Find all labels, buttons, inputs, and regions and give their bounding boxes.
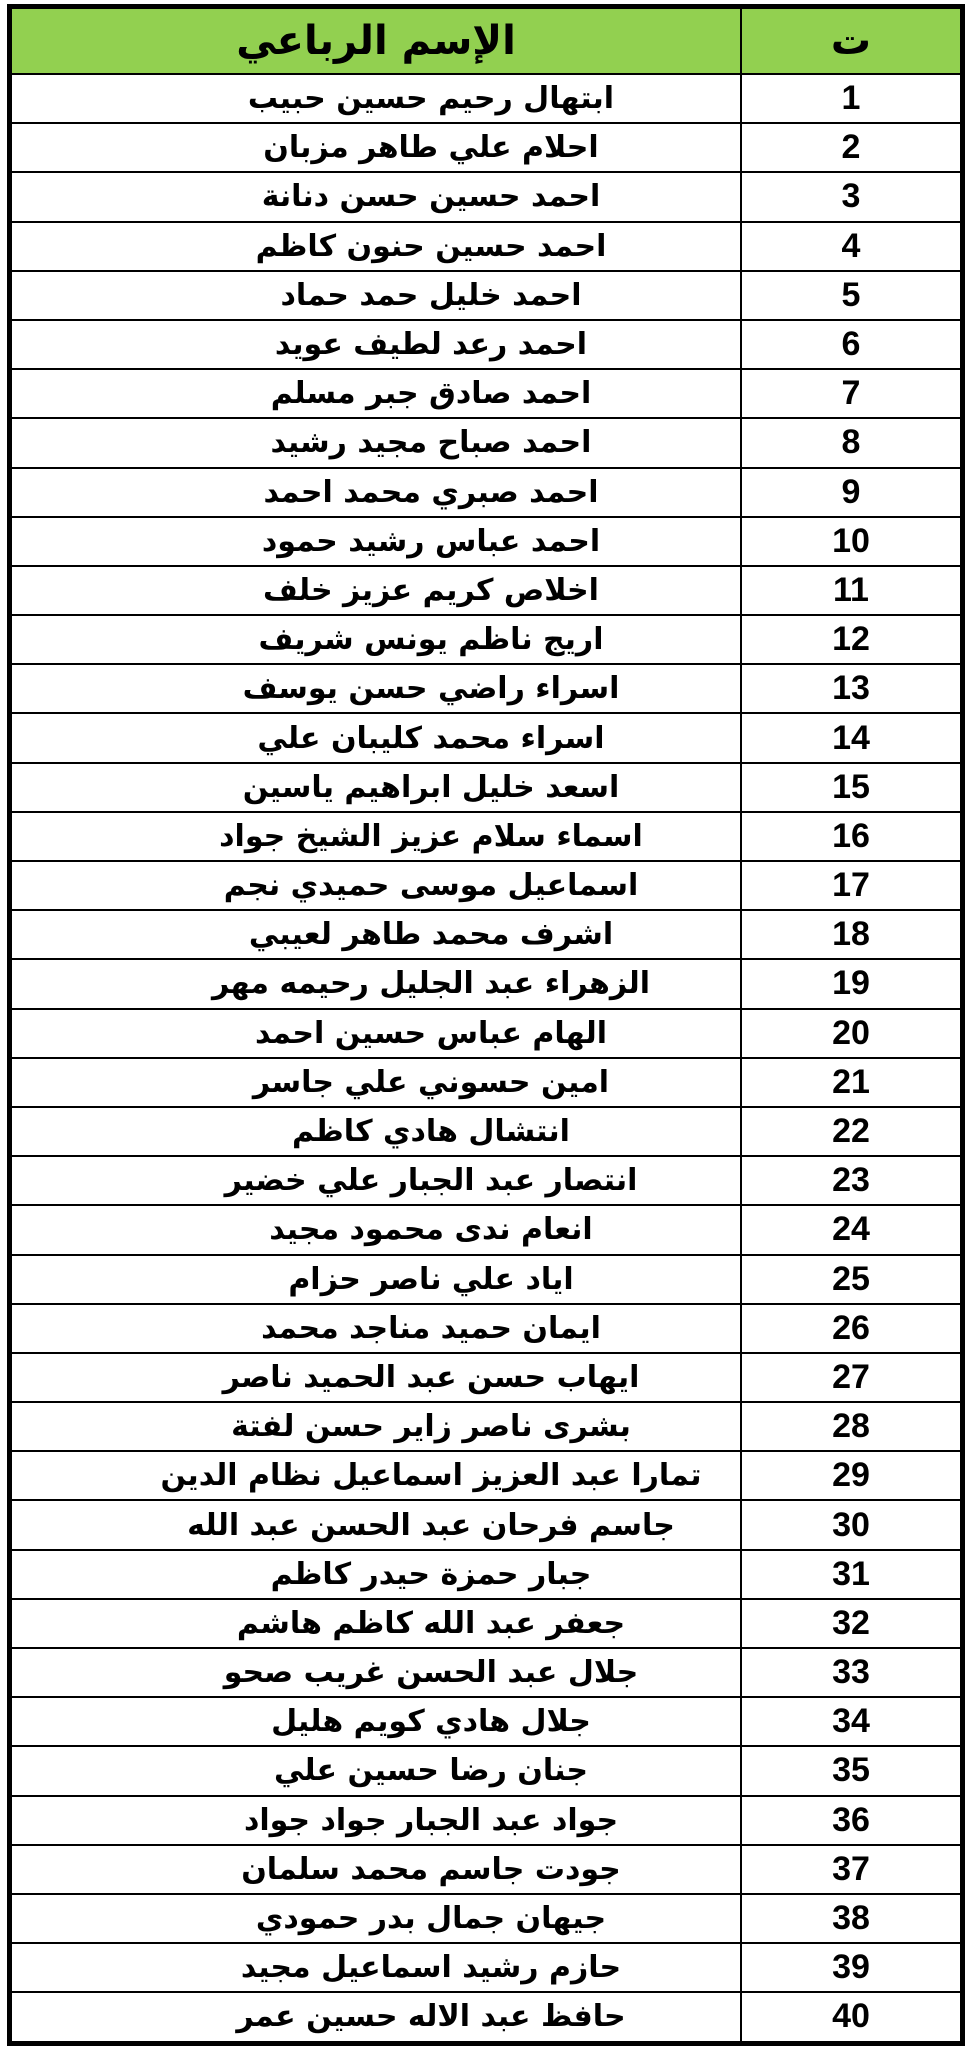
table-row — [11, 713, 961, 762]
row-full-name: اياد علي ناصر حزام — [11, 1255, 741, 1304]
row-number: 28 — [741, 1402, 961, 1451]
table-row — [11, 910, 961, 959]
table-row — [11, 1205, 961, 1254]
row-full-name: اريج ناظم يونس شريف — [11, 615, 741, 664]
table-row — [11, 468, 961, 517]
row-full-name: تمارا عبد العزيز اسماعيل نظام الدين — [11, 1451, 741, 1500]
row-number: 37 — [741, 1845, 961, 1894]
table-row — [11, 861, 961, 910]
table-row — [11, 1156, 961, 1205]
row-number: 13 — [741, 664, 961, 713]
row-full-name: احمد حسين حسن دنانة — [11, 172, 741, 221]
row-number: 9 — [741, 468, 961, 517]
row-full-name: اخلاص كريم عزيز خلف — [11, 566, 741, 615]
table-row — [11, 1599, 961, 1648]
header-row — [11, 8, 961, 74]
row-full-name: جودت جاسم محمد سلمان — [11, 1845, 741, 1894]
table-row — [11, 74, 961, 123]
table-row — [11, 1894, 961, 1943]
row-number: 33 — [741, 1648, 961, 1697]
row-full-name: اسراء محمد كليبان علي — [11, 713, 741, 762]
row-full-name: جاسم فرحان عبد الحسن عبد الله — [11, 1500, 741, 1549]
row-number: 40 — [741, 1992, 961, 2041]
row-number: 14 — [741, 713, 961, 762]
table-row — [11, 1845, 961, 1894]
table-row — [11, 1255, 961, 1304]
row-number: 1 — [741, 74, 961, 123]
table-row — [11, 1107, 961, 1156]
row-full-name: جبار حمزة حيدر كاظم — [11, 1550, 741, 1599]
row-number: 30 — [741, 1500, 961, 1549]
row-full-name: الزهراء عبد الجليل رحيمه مهر — [11, 959, 741, 1008]
table-row — [11, 1451, 961, 1500]
table-row — [11, 1009, 961, 1058]
row-full-name: احمد صادق جبر مسلم — [11, 369, 741, 418]
row-number: 5 — [741, 271, 961, 320]
row-full-name: احمد صبري محمد احمد — [11, 468, 741, 517]
row-number: 39 — [741, 1943, 961, 1992]
row-full-name: احمد حسين حنون كاظم — [11, 222, 741, 271]
table-row — [11, 222, 961, 271]
row-full-name: احلام علي طاهر مزبان — [11, 123, 741, 172]
table-row — [11, 1796, 961, 1845]
table-row — [11, 123, 961, 172]
table-row — [11, 271, 961, 320]
header-number: ت — [741, 8, 961, 74]
row-full-name: جلال هادي كويم هليل — [11, 1697, 741, 1746]
row-full-name: اسعد خليل ابراهيم ياسين — [11, 763, 741, 812]
row-full-name: امين حسوني علي جاسر — [11, 1058, 741, 1107]
row-full-name: اسراء راضي حسن يوسف — [11, 664, 741, 713]
row-number: 3 — [741, 172, 961, 221]
row-full-name: جلال عبد الحسن غريب صحو — [11, 1648, 741, 1697]
header-name: الإسم الرباعي — [11, 8, 741, 74]
row-full-name: انتصار عبد الجبار علي خضير — [11, 1156, 741, 1205]
row-number: 15 — [741, 763, 961, 812]
row-number: 16 — [741, 812, 961, 861]
table-row — [11, 320, 961, 369]
table-row — [11, 1697, 961, 1746]
table-row — [11, 418, 961, 467]
row-full-name: اسماء سلام عزيز الشيخ جواد — [11, 812, 741, 861]
row-number: 31 — [741, 1550, 961, 1599]
row-full-name: احمد خليل حمد حماد — [11, 271, 741, 320]
row-full-name: حازم رشيد اسماعيل مجيد — [11, 1943, 741, 1992]
table-row — [11, 1353, 961, 1402]
row-number: 38 — [741, 1894, 961, 1943]
table-row — [11, 959, 961, 1008]
table-row — [11, 615, 961, 664]
row-number: 27 — [741, 1353, 961, 1402]
row-full-name: جنان رضا حسين علي — [11, 1746, 741, 1795]
table-row — [11, 763, 961, 812]
row-number: 36 — [741, 1796, 961, 1845]
row-number: 24 — [741, 1205, 961, 1254]
row-full-name: حافظ عبد الاله حسين عمر — [11, 1992, 741, 2041]
row-number: 6 — [741, 320, 961, 369]
row-number: 18 — [741, 910, 961, 959]
row-number: 19 — [741, 959, 961, 1008]
row-number: 34 — [741, 1697, 961, 1746]
row-number: 12 — [741, 615, 961, 664]
row-number: 23 — [741, 1156, 961, 1205]
table-row — [11, 664, 961, 713]
row-full-name: انعام ندى محمود مجيد — [11, 1205, 741, 1254]
row-full-name: جعفر عبد الله كاظم هاشم — [11, 1599, 741, 1648]
row-full-name: احمد صباح مجيد رشيد — [11, 418, 741, 467]
table-row — [11, 812, 961, 861]
table-row — [11, 1500, 961, 1549]
table-row — [11, 1648, 961, 1697]
row-full-name: ايهاب حسن عبد الحميد ناصر — [11, 1353, 741, 1402]
row-full-name: ابتهال رحيم حسين حبيب — [11, 74, 741, 123]
table-row — [11, 1550, 961, 1599]
row-number: 22 — [741, 1107, 961, 1156]
row-number: 32 — [741, 1599, 961, 1648]
row-full-name: انتشال هادي كاظم — [11, 1107, 741, 1156]
table-row — [11, 517, 961, 566]
table-header — [11, 8, 961, 74]
row-number: 17 — [741, 861, 961, 910]
table-row — [11, 1992, 961, 2041]
row-number: 26 — [741, 1304, 961, 1353]
row-number: 10 — [741, 517, 961, 566]
row-number: 2 — [741, 123, 961, 172]
table-row — [11, 1402, 961, 1451]
table-row — [11, 566, 961, 615]
row-number: 11 — [741, 566, 961, 615]
row-number: 7 — [741, 369, 961, 418]
row-number: 29 — [741, 1451, 961, 1500]
row-number: 25 — [741, 1255, 961, 1304]
table-row — [11, 369, 961, 418]
row-number: 21 — [741, 1058, 961, 1107]
row-full-name: جواد عبد الجبار جواد جواد — [11, 1796, 741, 1845]
table-row — [11, 1746, 961, 1795]
row-full-name: الهام عباس حسين احمد — [11, 1009, 741, 1058]
row-number: 4 — [741, 222, 961, 271]
names-table-container — [7, 4, 965, 2046]
table-body — [11, 74, 961, 2042]
row-full-name: اسماعيل موسى حميدي نجم — [11, 861, 741, 910]
row-full-name: ايمان حميد مناجد محمد — [11, 1304, 741, 1353]
row-full-name: احمد عباس رشيد حمود — [11, 517, 741, 566]
row-number: 35 — [741, 1746, 961, 1795]
table-row — [11, 1304, 961, 1353]
names-table — [10, 7, 962, 2043]
row-full-name: احمد رعد لطيف عويد — [11, 320, 741, 369]
row-number: 8 — [741, 418, 961, 467]
row-full-name: اشرف محمد طاهر لعيبي — [11, 910, 741, 959]
row-full-name: جيهان جمال بدر حمودي — [11, 1894, 741, 1943]
row-number: 20 — [741, 1009, 961, 1058]
table-row — [11, 1943, 961, 1992]
row-full-name: بشرى ناصر زاير حسن لفتة — [11, 1402, 741, 1451]
table-row — [11, 1058, 961, 1107]
table-row — [11, 172, 961, 221]
